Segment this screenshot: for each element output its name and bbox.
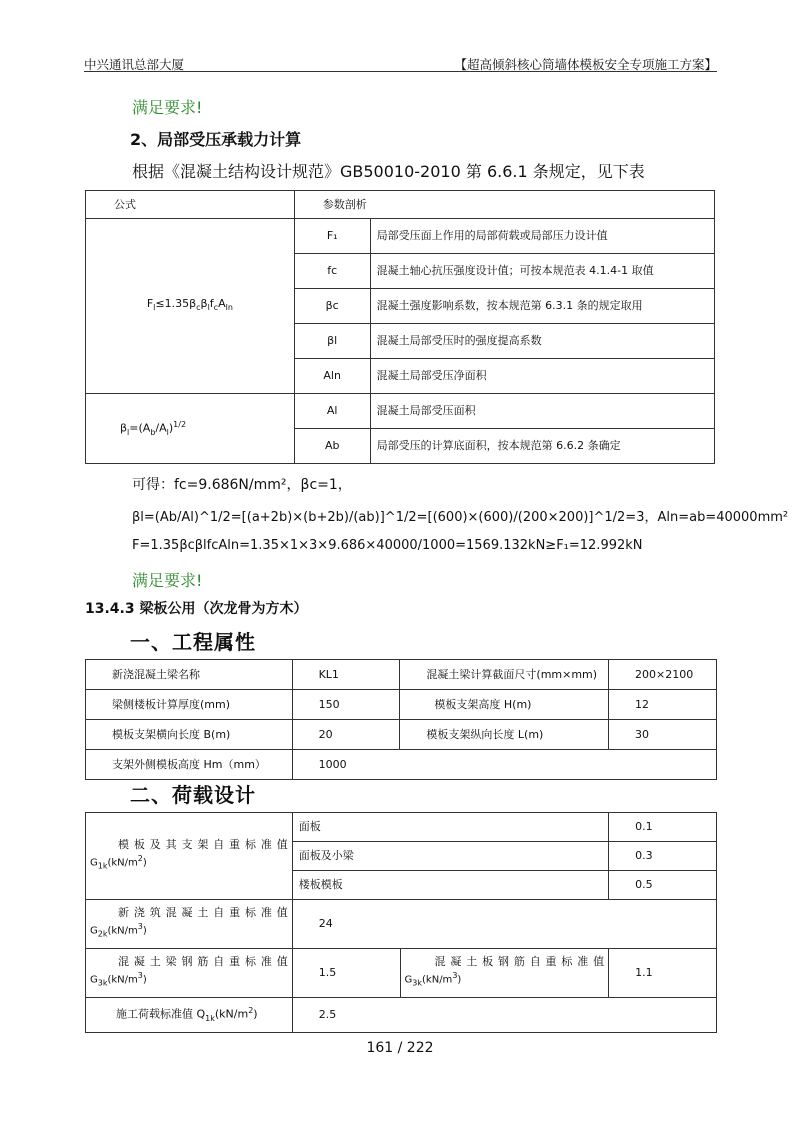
param-desc: 局部受压面上作用的局部荷载或局部压力设计值 [370,219,714,254]
calc-prefix: 可得： [132,477,174,493]
param-desc: 混凝土局部受压面积 [370,394,714,429]
header-right: 【超高倾斜核心筒墙体模板安全专项施工方案】 [454,57,717,72]
satisfied-text-2: 满足要求! [132,571,203,590]
engineering-attributes-table [85,659,717,780]
g1k-item-value: 0.5 [609,871,717,900]
param-symbol: Aln [294,359,370,394]
attr-label: 梁侧楼板计算厚度(mm) [86,690,293,720]
heading-engineering-attributes: 一、工程属性 [130,630,256,654]
attr-label: 模板支架横向长度 B(m) [86,720,293,750]
g3k-value: 1.5 [292,949,400,998]
attr-value: KL1 [292,660,400,690]
col-head-formula: 公式 [86,191,295,219]
g2k-value: 24 [292,900,716,949]
attr-label: 混凝土梁计算截面尺寸(mm×mm) [400,660,609,690]
attr-label: 新浇混凝土梁名称 [86,660,293,690]
g1k-item-name: 面板及小梁 [292,842,608,871]
attr-value: 1000 [292,750,716,780]
calc-line-beta: βl=(Ab/Al)^1/2=[(a+2b)×(b+2b)/(ab)]^1/2=[(600)×(600)/(200×200)]^1/2=3，Aln=ab=40000mm² [132,510,789,525]
param-desc: 混凝土局部受压时的强度提高系数 [370,324,714,359]
intro-text: 根据《混凝土结构设计规范》GB50010-2010 第 6.6.1 条规定，见下表 [132,162,645,181]
section-13-4-3-title: 13.4.3 梁板公用（次龙骨为方木） [85,601,308,617]
g1k-label: 模板及其支架自重标准值 [118,838,288,852]
q1k-label: 施工荷载标准值 $Q_{1k}(kN/m^2)$ [86,998,293,1033]
calc-line-f: F=1.35βcβlfcAln=1.35×1×3×9.686×40000/1000=1569.132kN≥F₁=12.992kN [132,538,643,553]
calc-line-fc [132,474,352,494]
param-symbol: βc [294,289,370,324]
g2k-cell: 新浇筑混凝土自重标准值 $G_{2k}(kN/m^3)$ [86,900,293,949]
param-desc: 混凝土轴心抗压强度设计值；可按本规范表 4.1.4-1 取值 [370,254,714,289]
g2k-label: 新浇筑混凝土自重标准值 [118,906,288,920]
g1k-item-name: 面板 [292,813,608,842]
g3k-slab-cell: 混凝土板钢筋自重标准值 $G_{3k}(kN/m^3)$ [400,949,609,998]
g3k-label: 混凝土梁钢筋自重标准值 [118,955,288,969]
attr-label: 模板支架纵向长度 L(m) [400,720,609,750]
header-rule [84,71,717,72]
param-symbol: Ab [294,429,370,464]
satisfied-text-1: 满足要求! [132,98,203,117]
param-symbol: fc [294,254,370,289]
g3k-slab-value: 1.1 [609,949,717,998]
g1k-cell: 模板及其支架自重标准值 $G_{1k}(kN/m^2)$ [86,813,293,900]
param-symbol: βl [294,324,370,359]
formula-cell-1: $F_l\le 1.35\beta_c\beta_lf_cA_{ln}$ [86,219,295,394]
formula-cell-2: $\beta_l=(A_b/A_l)^{1/2}$ [86,394,295,464]
g3k-slab-label: 混凝土板钢筋自重标准值 [434,955,605,969]
attr-value: 20 [292,720,400,750]
page-number: 161 / 222 [366,1040,434,1056]
header-left: 中兴通讯总部大厦 [84,57,185,72]
g1k-item-name: 楼板模板 [292,871,608,900]
attr-value: 200×2100 [609,660,717,690]
local-pressure-table [85,190,715,464]
col-head-params: 参数剖析 [294,191,714,219]
param-symbol: Al [294,394,370,429]
g3k-cell: 混凝土梁钢筋自重标准值 $G_{3k}(kN/m^3)$ [86,949,293,998]
param-desc: 混凝土局部受压净面积 [370,359,714,394]
q1k-value: 2.5 [292,998,716,1033]
attr-value: 150 [292,690,400,720]
section-2-title: 2、局部受压承载力计算 [130,130,302,149]
page-header [84,55,717,71]
param-desc: 局部受压的计算底面积，按本规范第 6.6.2 条确定 [370,429,714,464]
g1k-item-value: 0.3 [609,842,717,871]
load-design-table [85,812,717,1033]
attr-label: 模板支架高度 H(m) [400,690,609,720]
attr-value: 12 [609,690,717,720]
calc-fc: fc=9.686N/mm²，βc=1， [174,477,352,493]
param-desc: 混凝土强度影响系数，按本规范第 6.3.1 条的规定取用 [370,289,714,324]
param-symbol: F₁ [294,219,370,254]
attr-value: 30 [609,720,717,750]
attr-label: 支架外侧模板高度 Hm（mm） [86,750,293,780]
g1k-item-value: 0.1 [609,813,717,842]
heading-load-design: 二、荷载设计 [130,783,256,807]
